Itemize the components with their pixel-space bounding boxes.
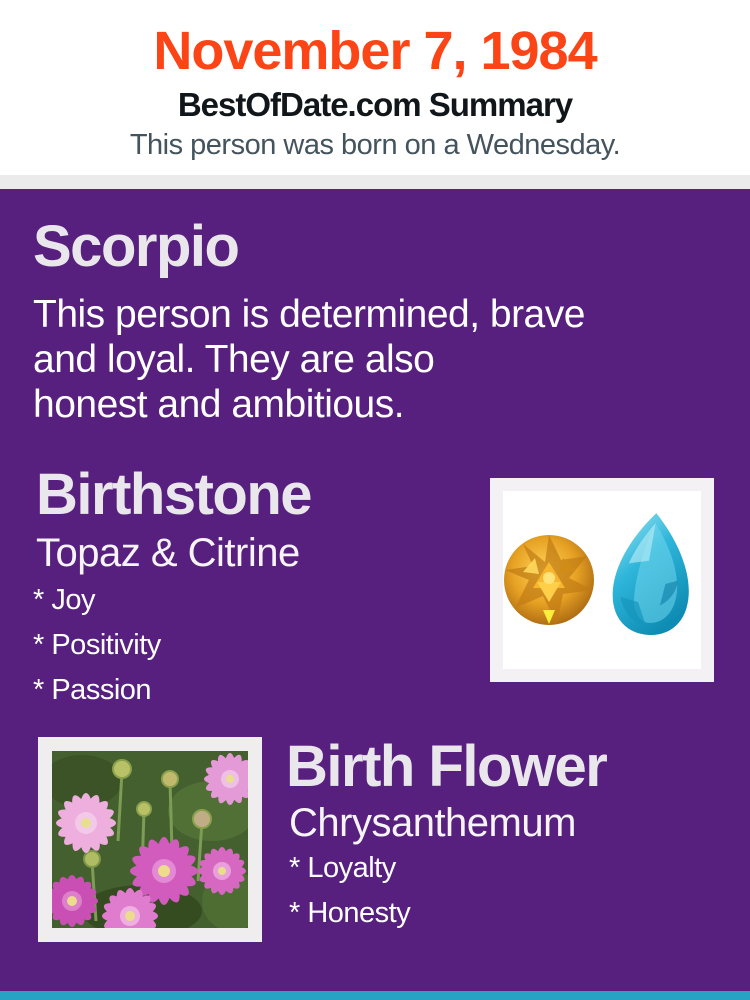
birthstone-trait-list (33, 584, 161, 719)
zodiac-description (33, 292, 585, 427)
birth-flower-trait-list (289, 852, 410, 942)
page-title: November 7, 1984 (153, 21, 597, 81)
chrysanthemum-photo (38, 737, 262, 942)
birth-flower-heading: Birth Flower (286, 734, 607, 799)
birth-flower-trait: * Honesty (289, 897, 411, 929)
birthstone-trait: * Passion (33, 674, 152, 706)
birth-flower-name: Chrysanthemum (289, 801, 576, 845)
birthstone-trait: * Joy (33, 584, 95, 616)
zodiac-description-line: This person is determined, brave (33, 293, 585, 336)
born-weekday-note: This person was born on a Wednesday. (129, 129, 621, 161)
birthstone-name: Topaz & Citrine (36, 531, 300, 575)
header (0, 0, 750, 175)
chrysanthemum-illustration (52, 751, 248, 928)
zodiac-description-line: honest and ambitious. (33, 383, 405, 426)
site-summary-subtitle: BestOfDate.com Summary (177, 86, 573, 123)
purple-section (0, 189, 750, 1000)
zodiac-description-line: and loyal. They are also (33, 338, 435, 381)
gemstones-illustration (503, 491, 701, 669)
birthstone-trait: * Positivity (33, 629, 161, 661)
birth-flower-trait: * Loyalty (289, 852, 396, 884)
citrine-gem (504, 535, 594, 625)
gemstones-photo (490, 478, 714, 682)
next-section-teal-strip (0, 991, 750, 1000)
birthstone-heading: Birthstone (36, 462, 311, 527)
zodiac-heading: Scorpio (33, 214, 239, 279)
header-divider (0, 175, 750, 189)
